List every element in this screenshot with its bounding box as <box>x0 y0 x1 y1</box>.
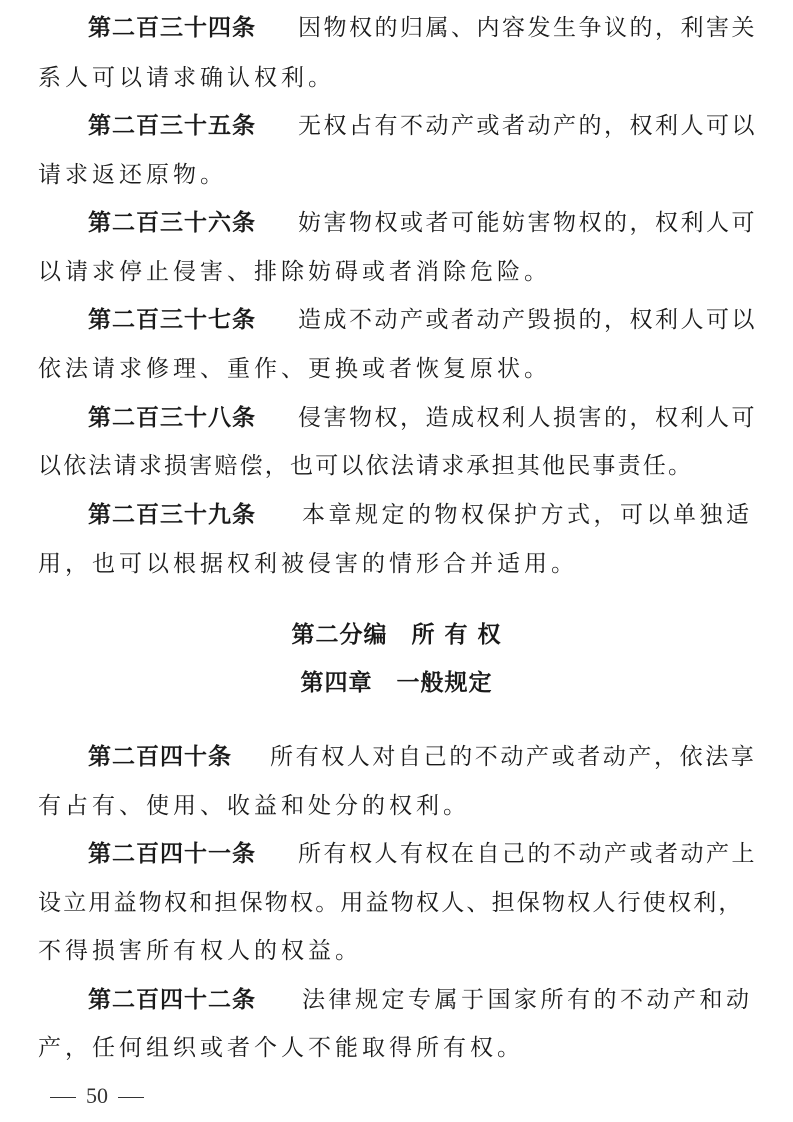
article-242 <box>0 976 793 1024</box>
article-text: 造成不动产或者动产毁损的，权利人可以 <box>298 307 757 333</box>
article-text: 法律规定专属于国家所有的不动产和动 <box>302 987 753 1013</box>
article-text: 系人可以请求确认权利。 <box>38 65 335 91</box>
article-text: 请求返还原物。 <box>38 162 227 188</box>
article-240-continuation <box>0 782 793 830</box>
article-241-continuation <box>0 879 793 927</box>
article-241-continuation <box>0 927 793 975</box>
dash-left <box>50 1097 76 1098</box>
article-text: 侵害物权，造成权利人损害的，权利人可 <box>298 405 757 431</box>
article-number: 第二百四十一条 <box>88 841 256 867</box>
article-235-continuation <box>0 151 793 199</box>
article-237 <box>0 296 793 344</box>
article-text: 无权占有不动产或者动产的，权利人可以 <box>298 113 757 139</box>
article-text: 有占有、使用、收益和处分的权利。 <box>38 793 470 819</box>
article-238-continuation <box>0 442 793 490</box>
article-235 <box>0 102 793 150</box>
dash-right <box>118 1097 144 1098</box>
article-number: 第二百三十五条 <box>88 113 256 139</box>
article-text: 依法请求修理、重作、更换或者恢复原状。 <box>38 356 551 382</box>
article-text: 所有权人有权在自己的不动产或者动产上 <box>298 841 757 867</box>
article-number: 第二百三十八条 <box>88 405 256 431</box>
article-number: 第二百三十七条 <box>88 307 256 333</box>
article-text: 以请求停止侵害、排除妨碍或者消除危险。 <box>38 259 551 285</box>
article-text: 不得损害所有权人的权益。 <box>38 938 362 964</box>
article-text: 因物权的归属、内容发生争议的，利害关 <box>298 15 757 41</box>
article-237-continuation <box>0 345 793 393</box>
article-239 <box>0 491 793 539</box>
article-text: 产，任何组织或者个人不能取得所有权。 <box>38 1035 524 1061</box>
page-number-value: 50 <box>86 1083 108 1108</box>
article-number: 第二百三十四条 <box>88 15 256 41</box>
article-number: 第二百三十六条 <box>88 210 256 236</box>
article-text: 所有权人对自己的不动产或者动产，依法享 <box>270 744 757 770</box>
article-text: 设立用益物权和担保物权。用益物权人、担保物权人行使权利， <box>38 890 744 916</box>
article-234-continuation <box>0 54 793 102</box>
article-242-continuation <box>0 1024 793 1072</box>
article-241 <box>0 830 793 878</box>
page-number <box>40 1080 154 1112</box>
article-text: 本章规定的物权保护方式，可以单独适 <box>302 502 753 528</box>
article-236-continuation <box>0 248 793 296</box>
article-number: 第二百四十二条 <box>88 987 256 1013</box>
article-number: 第二百四十条 <box>88 744 232 770</box>
chapter-heading: 第四章 一般规定 <box>300 670 493 696</box>
part-heading: 第二分编 所 有 权 <box>291 622 502 648</box>
article-text: 妨害物权或者可能妨害物权的，权利人可 <box>298 210 757 236</box>
article-text: 以依法请求损害赔偿，也可以依法请求承担其他民事责任。 <box>38 453 694 479</box>
article-234 <box>0 4 793 52</box>
article-text: 用，也可以根据权利被侵害的情形合并适用。 <box>38 551 578 577</box>
article-236 <box>0 199 793 247</box>
article-239-continuation <box>0 540 793 588</box>
article-238 <box>0 394 793 442</box>
article-240 <box>0 733 793 781</box>
article-number: 第二百三十九条 <box>88 502 256 528</box>
